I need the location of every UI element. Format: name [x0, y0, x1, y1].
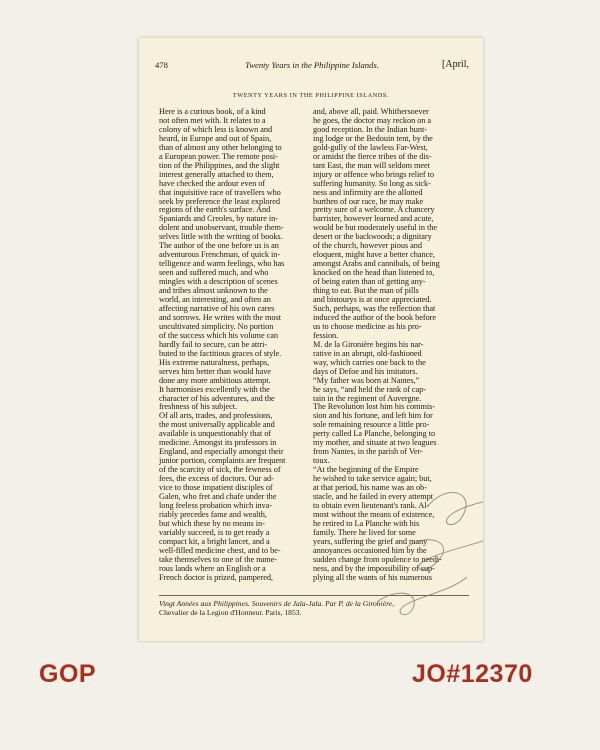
text-line: variably succeed, is to get ready a	[159, 527, 270, 537]
text-line: my mother, and situate at two leagues	[313, 438, 437, 448]
text-line: induced the author of the book before	[313, 312, 437, 322]
text-line: plying all the wants of his numerous	[313, 572, 432, 582]
text-line: he wished to take service again; but,	[313, 474, 432, 484]
text-line: rous lands where an English or a	[159, 563, 266, 573]
text-line: The author of the one before us is an	[159, 241, 279, 251]
text-line: Of all arts, trades, and professions,	[159, 411, 273, 421]
text-line: take themselves to one of the nume-	[159, 554, 278, 564]
text-line: buted to the factitious graces of style.	[159, 348, 282, 358]
footnote	[159, 595, 469, 618]
running-head	[155, 60, 469, 72]
text-line: freshness of his subject.	[159, 402, 238, 412]
text-line: of the success which his volume can	[159, 330, 278, 340]
page-number: 478	[155, 60, 168, 70]
text-line: mingles with a description of scenes	[159, 277, 278, 287]
text-line: affecting narrative of his own cares	[159, 303, 275, 313]
text-line: desert or the backwoods; a dignitary	[313, 232, 432, 242]
text-line: riably precedes fame and wealth,	[159, 509, 267, 519]
footnote-line: Vingt Années aux Philippines. Souvenirs de Jala-Jala. Par P. de la Gironière,	[159, 599, 395, 608]
text-line: French doctor is prized, pampered,	[159, 572, 273, 582]
text-line: perty called La Planche, belonging to	[313, 429, 436, 439]
text-line: Galen, who fret and chafe under the	[159, 491, 277, 501]
text-line: well-filled medicine chest, and to be-	[159, 545, 281, 555]
text-line: vice to those impatient disciples of	[159, 483, 273, 493]
text-line: His extreme naturalness, perhaps,	[159, 357, 270, 367]
text-line: junior portion, complaints are frequent	[159, 456, 286, 466]
text-line: long feeless probation which inva-	[159, 500, 273, 510]
text-line: would be but moderately useful in the	[313, 223, 437, 233]
text-line: adventurous Frenchman, of quick in-	[159, 250, 281, 260]
text-line: fession.	[313, 330, 339, 340]
article-title: TWENTY YEARS IN THE PHILIPPINE ISLANDS.	[232, 92, 390, 99]
text-line: heard, in Europe and out of Spain,	[159, 133, 272, 143]
text-line: at that period, his name was an ob-	[313, 483, 427, 493]
text-line: England, and especially amongst their	[159, 447, 284, 457]
text-line: and sorrows. He writes with the most	[159, 312, 281, 322]
text-line: and, above all, paid. Whithersoever	[313, 107, 429, 116]
text-line: Such, perhaps, was the reflection that	[313, 303, 436, 313]
text-line: years, suffering the grief and many	[313, 536, 428, 546]
text-line: gold-gully of the lawless Far-West,	[313, 142, 428, 152]
text-line: amongst Arabs and cannibals, of being	[313, 259, 440, 269]
text-line: dolent and unobservant, trouble them-	[159, 223, 284, 233]
text-line: sudden change from opulence to needi-	[313, 554, 442, 564]
label-right: JO#12370	[412, 660, 533, 688]
text-line: “My father was born at Nantes,”	[313, 375, 420, 385]
text-line: ness and infirmity are the allotted	[313, 187, 423, 197]
text-line: good reception. In the Indian hunt-	[313, 124, 427, 134]
text-line: from Nantes, in the parish of Ver-	[313, 447, 423, 457]
text-line: sion and his fortune, and left him for	[313, 411, 433, 421]
text-line: most without the means of existence,	[313, 509, 435, 519]
text-line: and tribes almost unknown to the	[159, 286, 268, 296]
text-line: not often met with. It relates to a	[159, 115, 266, 125]
text-column-left	[159, 108, 299, 583]
text-line: or amidst the fierce tribes of the dis-	[313, 151, 432, 161]
text-line: It harmonises excellently with the	[159, 384, 270, 394]
text-line: interest generally attached to them,	[159, 169, 274, 179]
text-line: days of Defoe and his imitators.	[313, 366, 418, 376]
text-line: way, which carries one back to the	[313, 357, 426, 367]
text-line: selves little with the writing of books.	[159, 232, 283, 242]
text-line: toux.	[313, 456, 330, 466]
text-line: eloquent, might have a better chance,	[313, 250, 435, 260]
text-line: telligence and warm feelings, who has	[159, 259, 285, 269]
text-column-right	[313, 108, 453, 583]
text-line: rative in an abrupt, old-fashioned	[313, 348, 422, 358]
text-line: of the scarcity of sick, the fewness of	[159, 465, 281, 475]
text-line: a European power. The remote posi-	[159, 151, 278, 161]
text-line: stacle, and he failed in every attempt	[313, 491, 433, 501]
text-line: the most universally applicable and	[159, 420, 275, 430]
footnote-line: Chevalier de la Legion d'Honneur. Paris, 1853.	[159, 608, 302, 618]
text-line: seek by preference the least explored	[159, 196, 280, 206]
text-line: colony of which less is known and	[159, 124, 273, 134]
text-line: uncultivated simplicity. No portion	[159, 321, 274, 331]
label-left: GOP	[39, 660, 97, 688]
text-line: barrister, however learned and acute,	[313, 214, 434, 224]
text-line: medicine. Amongst its professors in	[159, 438, 277, 448]
text-line: he says, “and held the rank of cap-	[313, 384, 426, 394]
text-line: annoyances occasioned him by the	[313, 545, 427, 555]
text-line: pretty sure of a welcome. A chancery	[313, 205, 435, 215]
text-line: tant East, the man will seldom meet	[313, 160, 430, 170]
book-page	[139, 38, 483, 641]
text-line: ness, and by the impossibility of sup-	[313, 563, 435, 573]
text-line: burthen of our race, he may make	[313, 196, 424, 206]
text-line: suffering humanity. So long as sick-	[313, 178, 431, 188]
text-line: ing lodge or the Bedouin tent, by the	[313, 133, 433, 143]
text-line: Here is a curious book, of a kind	[159, 107, 266, 116]
text-line: “At the beginning of the Empire	[313, 465, 419, 475]
text-line: M. de la Gironière begins his nar-	[313, 339, 424, 349]
running-date: [April,	[442, 59, 469, 70]
text-line: he retired to La Planche with his	[313, 518, 420, 528]
text-line: of being eaten than of getting any-	[313, 277, 426, 287]
text-line: Spaniards and Creoles, by nature in-	[159, 214, 278, 224]
text-line: and bistourys is at once appreciated.	[313, 295, 432, 305]
text-line: thing to eat. But the man of pills	[313, 286, 419, 296]
text-line: have checked the ardour even of	[159, 178, 266, 188]
text-line: injury or offence who brings relief to	[313, 169, 434, 179]
text-line: seen and suffered much, and who	[159, 268, 269, 278]
text-line: he goes, the doctor may reckon on a	[313, 115, 432, 125]
text-line: done any more ambitious attempt.	[159, 375, 271, 385]
text-line: regions of the earth's surface. And	[159, 205, 271, 215]
text-line: to obtain even lieutenant's rank. Al-	[313, 500, 430, 510]
text-line: but which these by no means in-	[159, 518, 265, 528]
text-line: tain in the regiment of Auvergne.	[313, 393, 422, 403]
text-line: family. There he lived for some	[313, 527, 416, 537]
running-title: Twenty Years in the Philippine Islands.	[245, 60, 379, 70]
text-line: compact kit, a bright lancet, and a	[159, 536, 270, 546]
text-line: character of his adventures, and the	[159, 393, 275, 403]
text-line: world, an interesting, and often an	[159, 295, 271, 305]
text-line: of the church, however pious and	[313, 241, 422, 251]
text-line: than of almost any other belonging to	[159, 142, 282, 152]
text-line: sole remaining resource a little pro-	[313, 420, 430, 430]
text-line: hardly fail to secure, can be attri-	[159, 339, 268, 349]
text-line: The Revolution lost him his commis-	[313, 402, 436, 412]
text-line: tion of the Philippines, and the slight	[159, 160, 280, 170]
text-line: available is unquestionably that of	[159, 429, 272, 439]
text-line: knocked on the head than listened to,	[313, 268, 435, 278]
text-line: that inquisitive race of travellers who	[159, 187, 281, 197]
text-line: serves him better than would have	[159, 366, 271, 376]
text-line: us to choose medicine as his pro-	[313, 321, 422, 331]
text-line: fees, the excess of doctors. Our ad-	[159, 474, 274, 484]
